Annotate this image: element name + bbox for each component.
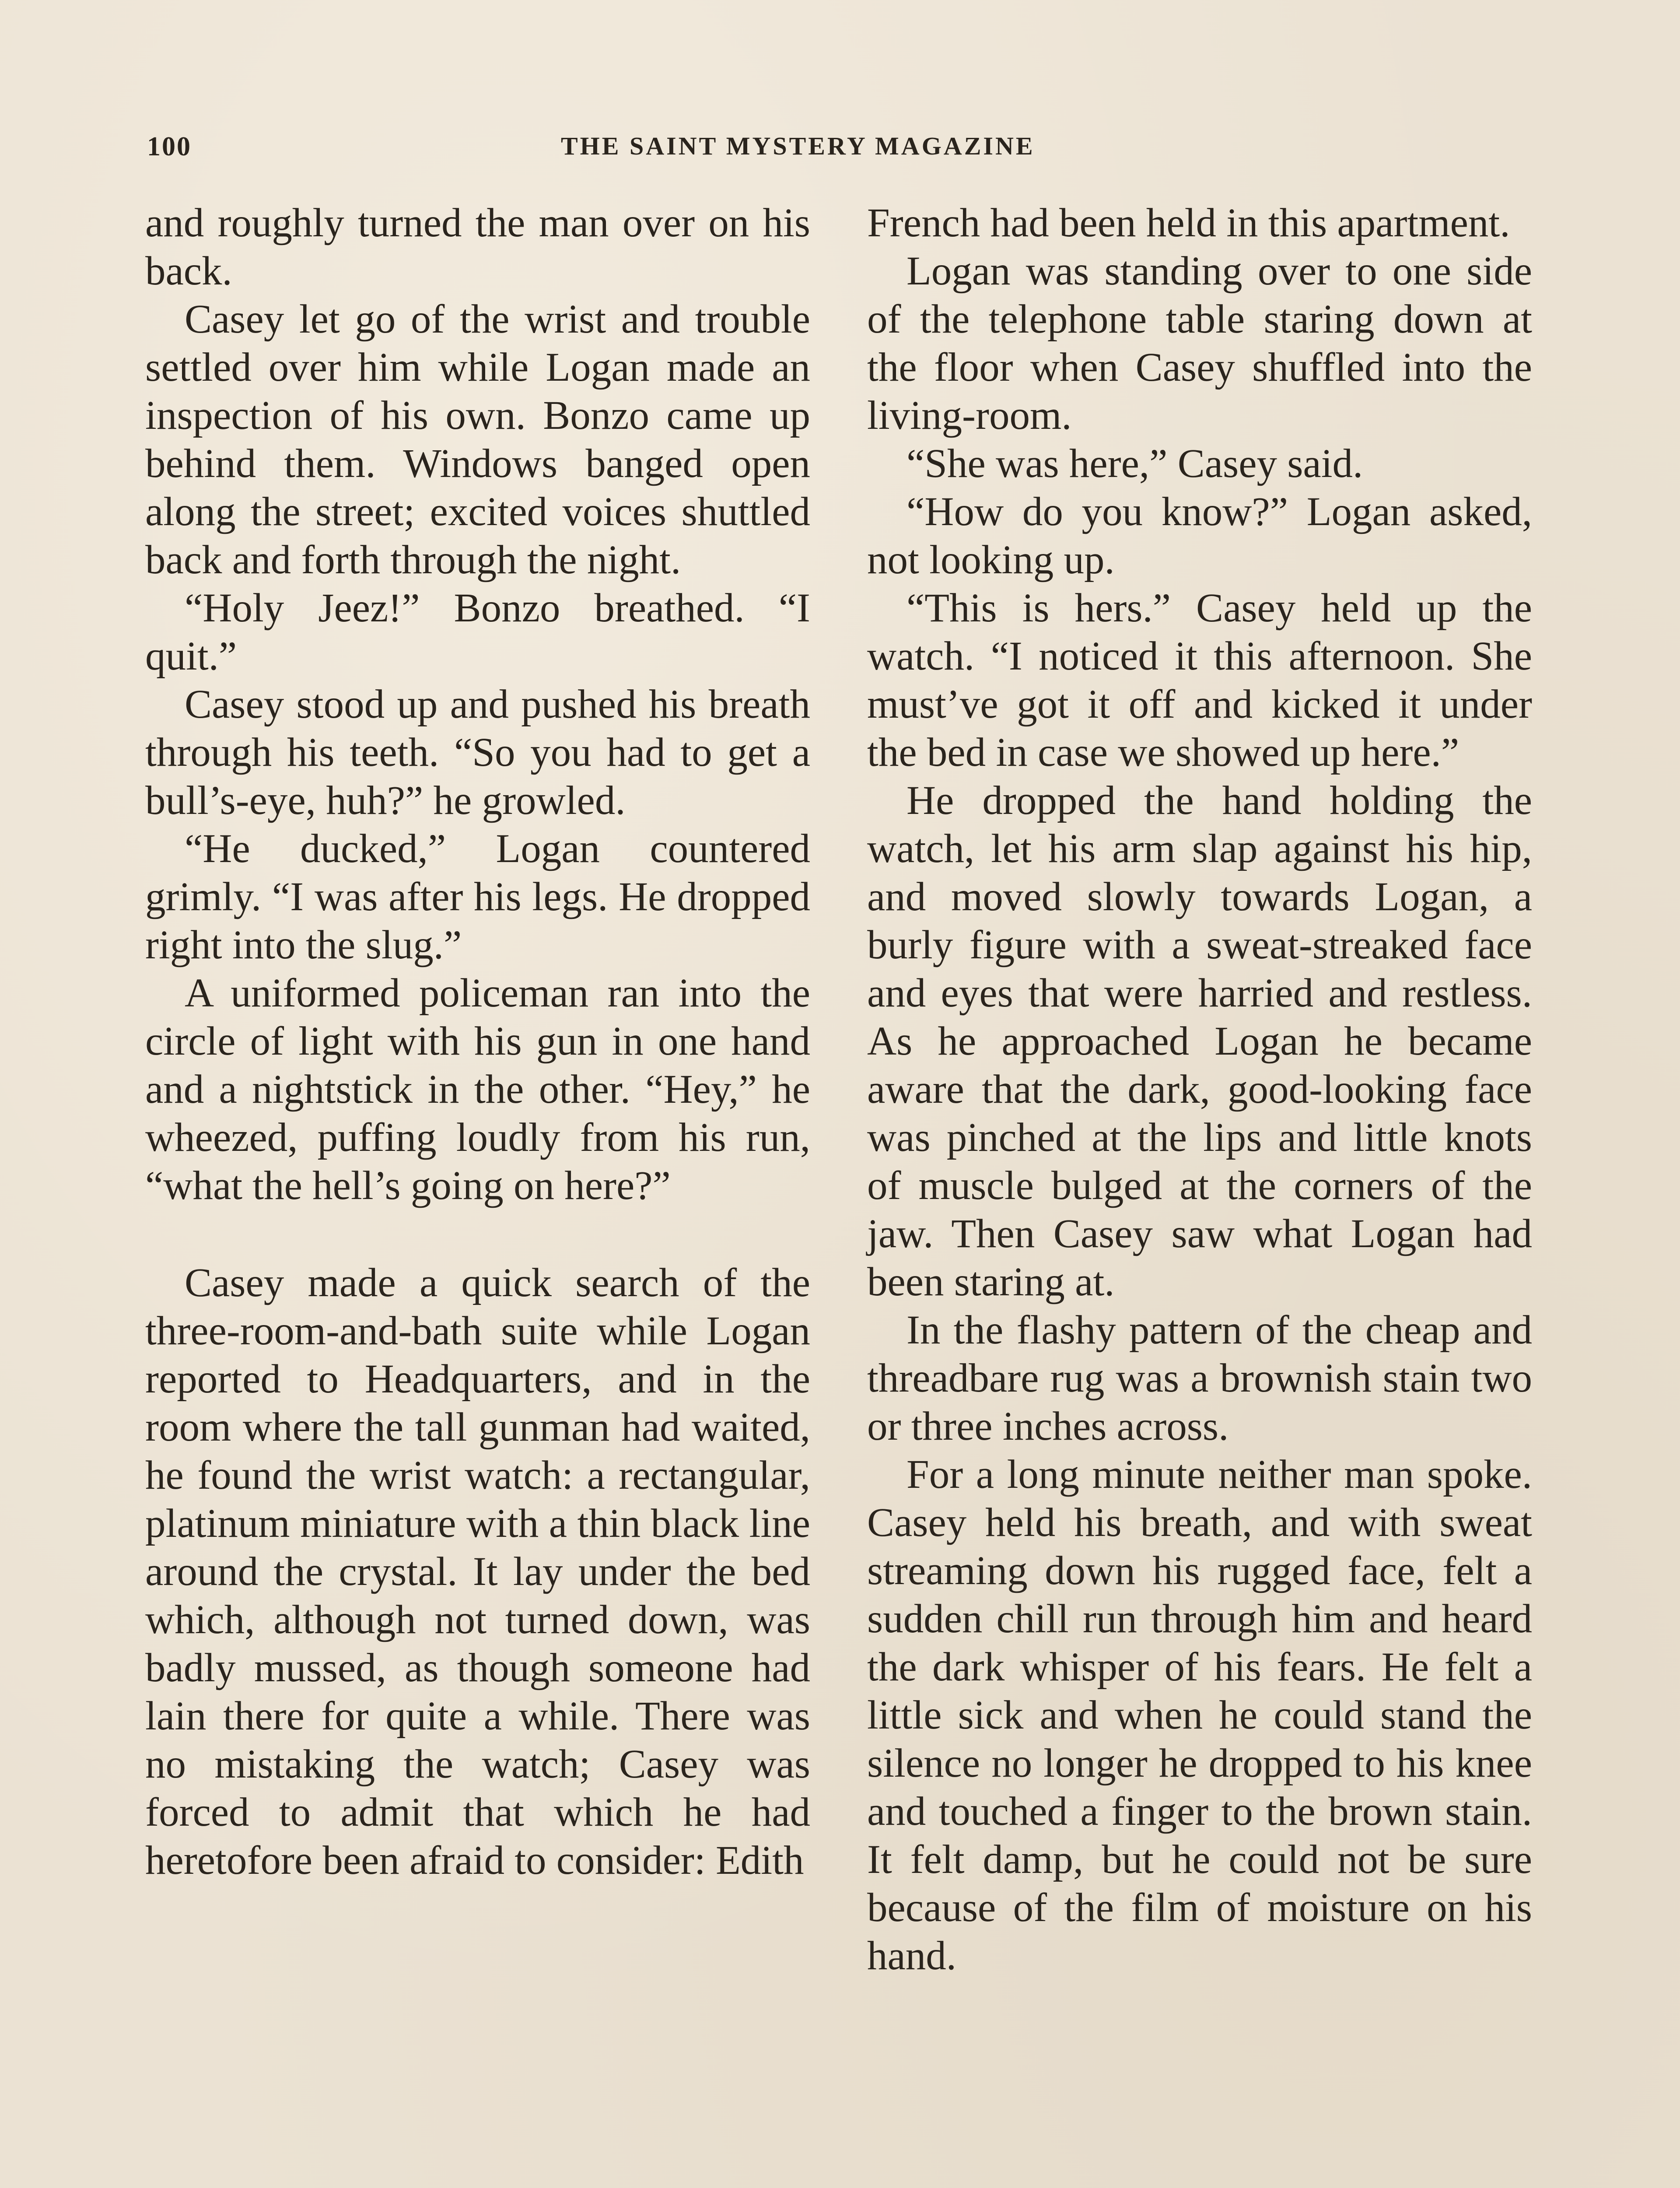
left-column: [145, 199, 810, 1885]
running-head: [147, 131, 1547, 171]
paragraph: and roughly turned the man over on his back.: [145, 200, 810, 294]
paragraph: Casey stood up and pushed his breath through his teeth. “So you had to get a bull’s-eye, huh?” he growled.: [145, 682, 810, 823]
page-number: 100: [147, 132, 192, 161]
paragraph: A uniformed policeman ran into the circle of light with his gun in one hand and a nightstick in the other. “Hey,” he wheezed, puffing loudly from his run, “what the hell’s going on here?”: [145, 971, 810, 1208]
paragraph: For a long minute neither man spoke. Casey held his breath, and with sweat streaming down his rugged face, felt a sudden chill run through him and heard the dark whisper of his fears. He felt a little sick and when he could stand the silence no longer he dropped to his knee and touched a finger to the brown stain. It felt damp, but he could not be sure because of the film of moisture on his hand.: [867, 1452, 1532, 1978]
paragraph: Logan was standing over to one side of the telephone table staring down at the floor when Casey shuffled into the living-room.: [867, 249, 1532, 438]
paragraph: In the flashy pattern of the cheap and threadbare rug was a brownish stain two or three inches across.: [867, 1308, 1532, 1449]
magazine-title: THE SAINT MYSTERY MAGAZINE: [561, 132, 1035, 160]
paragraph: “Holy Jeez!” Bonzo breathed. “I quit.”: [145, 586, 810, 679]
paragraph: “This is hers.” Casey held up the watch. “I noticed it this afternoon. She must’ve got it off and kicked it under the bed in case we showed up here.”: [867, 586, 1532, 775]
paragraph: “How do you know?” Logan asked, not looking up.: [867, 489, 1532, 582]
paragraph: French had been held in this apartment.: [867, 200, 1510, 245]
paragraph: Casey let go of the wrist and trouble settled over him while Logan made an inspection of his own. Bonzo came up behind them. Windows banged open along the street; excited voices shuttled back and forth through the night.: [145, 297, 810, 582]
paragraph: “He ducked,” Logan countered grimly. “I was after his legs. He dropped right into the slug.”: [145, 826, 810, 968]
paragraph: “She was here,” Casey said.: [906, 441, 1363, 486]
right-column: [867, 199, 1532, 1980]
paragraph: He dropped the hand holding the watch, let his arm slap against his hip, and moved slowly towards Logan, a burly figure with a sweat-streaked face and eyes that were harried and restless. As he approached Logan he became aware that the dark, good-looking face was pinched at the lips and little knots of muscle bulged at the corners of the jaw. Then Casey saw what Logan had been staring at.: [867, 778, 1532, 1304]
paragraph: Casey made a quick search of the three-room-and-bath suite while Logan reported to Headquarters, and in the room where the tall gunman had waited, he found the wrist watch: a rectangular, platinum miniature with a thin black line around the crystal. It lay under the bed which, although not turned down, was badly mussed, as though someone had lain there for quite a while. There was no mistaking the watch; Casey was forced to admit that which he had heretofore been afraid to consider: Edith: [145, 1260, 810, 1883]
